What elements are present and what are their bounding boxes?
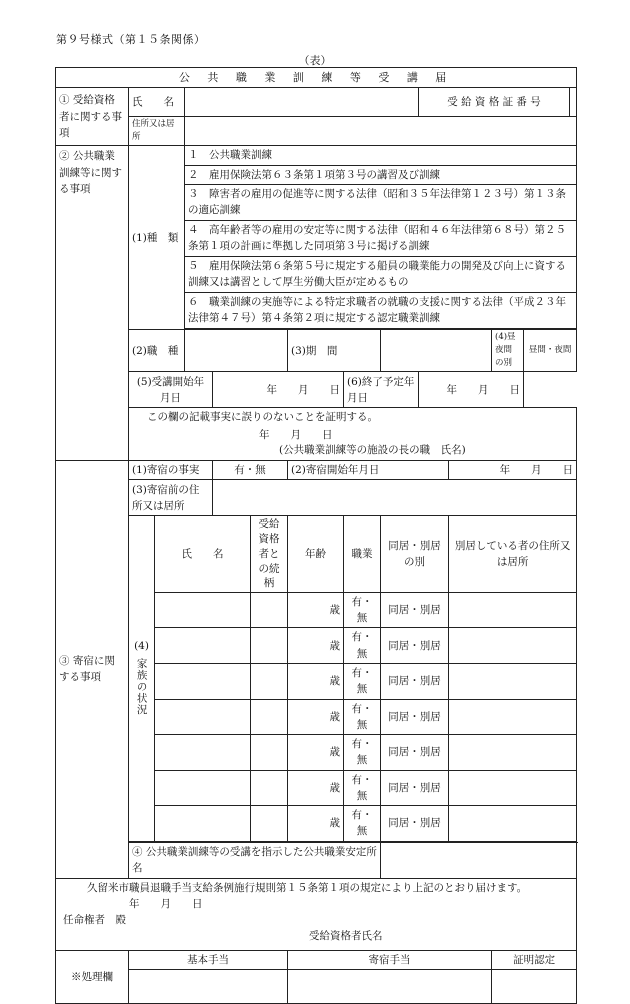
family-name[interactable] [155,592,251,628]
section1-label: ① 受給資格者に関する事項 [56,88,129,146]
family-name[interactable] [155,806,251,842]
name-field[interactable] [185,88,419,117]
side-label: （表） [298,54,332,67]
col-age: 年齢 [288,516,344,592]
applicant-name-label: 受給資格者氏名 [309,930,383,943]
family-label: 家族の状況 [135,657,148,716]
family-live[interactable]: 同居・別居 [381,735,449,771]
job-label: (2)職 種 [129,329,185,372]
family-live[interactable]: 同居・別居 [381,806,449,842]
start-date-label: (5)受講開始年月日 [129,372,213,408]
end-date-label: (6)終了予定年月日 [344,372,419,408]
section3-label: ③ 寄宿に関する事項 [56,461,129,878]
processing-cert-field[interactable] [492,969,577,1003]
appointing-authority: 任命権者 殿 [63,914,126,927]
form-table [55,67,577,1004]
type-label: (1)種 類 [129,146,185,330]
col-relation: 受給資格者との続柄 [251,516,288,592]
family-job[interactable]: 有・無 [344,735,381,771]
family-job[interactable]: 有・無 [344,663,381,699]
processing-cert-header: 証明認定 [492,950,577,969]
col-name: 氏 名 [155,516,251,592]
declaration-text: 久留米市職員退職手当支給条例施行規則第１５条第１項の規定により上記のとおり届けます。 [87,881,528,894]
cert-number-field[interactable] [570,88,577,117]
type-option-5[interactable]: ５ 雇用保険法第６条第５号に規定する船員の職業能力の開発及び向上に資する訓練又は講習として厚生労働大臣が定めるもの [185,256,577,292]
cert-number-label: 受 給 資 格 証 番 号 [419,88,570,117]
col-address: 別居している者の住所又は居所 [449,516,577,592]
processing-boarding-header: 寄宿手当 [288,950,492,969]
family-live[interactable]: 同居・別居 [381,592,449,628]
family-live[interactable]: 同居・別居 [381,699,449,735]
family-name[interactable] [155,663,251,699]
form-id: 第９号様式（第１５条関係） [56,33,206,46]
family-address[interactable] [449,663,577,699]
daynight-value[interactable]: 昼間・夜間 [524,329,577,372]
family-job[interactable]: 有・無 [344,592,381,628]
family-address[interactable] [449,735,577,771]
end-date-field[interactable]: 年 月 日 [419,372,524,408]
type-option-4[interactable]: ４ 高年齢者等の雇用の安定等に関する法律（昭和４６年法律第６８号）第２５条第１項の計画に準拠した同項第３号に掲げる訓練 [185,220,577,256]
family-age[interactable]: 歳 [288,770,344,806]
family-live[interactable]: 同居・別居 [381,628,449,664]
type-option-6[interactable]: ６ 職業訓練の実施等による特定求職者の就職の支援に関する法律（平成２３年法律第４７号）第４条第２項に規定する認定職業訓練 [185,292,577,328]
form-title: 公 共 職 業 訓 練 等 受 講 届 [56,68,577,88]
family-age[interactable]: 歳 [288,735,344,771]
certify-date: 年 月 日 [259,428,333,441]
family-relation[interactable] [251,592,288,628]
processing-boarding-field[interactable] [288,969,492,1003]
family-address[interactable] [449,770,577,806]
family-name[interactable] [155,699,251,735]
family-relation[interactable] [251,735,288,771]
facility-head: (公共職業訓練等の施設の長の職 氏名) [279,444,466,457]
prev-address-field[interactable] [213,480,577,516]
family-address[interactable] [449,628,577,664]
family-address[interactable] [449,806,577,842]
family-address[interactable] [449,592,577,628]
period-field[interactable] [381,329,492,372]
col-job: 職業 [344,516,381,592]
family-address[interactable] [449,699,577,735]
daynight-label: (4)昼夜間の別 [492,329,524,372]
prev-address-label: (3)寄宿前の住所又は居所 [129,480,213,516]
processing-basic-header: 基本手当 [129,950,288,969]
name-label: 氏 名 [129,88,185,117]
family-age[interactable]: 歳 [288,663,344,699]
family-name[interactable] [155,735,251,771]
start-date-field[interactable]: 年 月 日 [213,372,344,408]
family-relation[interactable] [251,770,288,806]
family-relation[interactable] [251,663,288,699]
type-option-1[interactable]: １ 公共職業訓練 [185,146,577,165]
col-live: 同居・別居の別 [381,516,449,592]
declaration-date: 年 月 日 [129,897,203,910]
boarding-fact-value[interactable]: 有・無 [213,461,288,480]
family-relation[interactable] [251,699,288,735]
family-relation[interactable] [251,628,288,664]
job-field[interactable] [185,329,288,372]
section4-label: ④ 公共職業訓練等の受講を指示した公共職業安定所名 [129,842,381,878]
family-name[interactable] [155,628,251,664]
family-job[interactable]: 有・無 [344,770,381,806]
processing-basic-field[interactable] [129,969,288,1003]
family-relation[interactable] [251,806,288,842]
section2-label: ② 公共職業訓練等に関する事項 [56,146,129,461]
certify-text: この欄の記載事実に誤りのないことを証明する。 [129,408,577,427]
type-option-3[interactable]: ３ 障害者の雇用の促進等に関する法律（昭和３５年法律第１２３号）第１３条の適応訓練 [185,184,577,220]
type-option-2[interactable]: ２ 雇用保険法第６３条第１項第３号の講習及び訓練 [185,165,577,184]
employment-office-field[interactable] [381,842,577,878]
family-job[interactable]: 有・無 [344,628,381,664]
processing-label: ※処理欄 [56,950,129,1003]
family-age[interactable]: 歳 [288,806,344,842]
family-live[interactable]: 同居・別居 [381,663,449,699]
address-label: 住所又は居所 [129,117,185,146]
boarding-start-label: (2)寄宿開始年月日 [288,461,449,480]
family-job[interactable]: 有・無 [344,699,381,735]
family-job[interactable]: 有・無 [344,806,381,842]
address-field[interactable] [185,117,577,146]
family-age[interactable]: 歳 [288,628,344,664]
boarding-start-field[interactable]: 年 月 日 [449,461,577,480]
family-name[interactable] [155,770,251,806]
family-age[interactable]: 歳 [288,699,344,735]
boarding-fact-label: (1)寄宿の事実 [129,461,213,480]
family-number: (4) [134,640,149,653]
family-age[interactable]: 歳 [288,592,344,628]
period-label: (3)期 間 [288,329,381,372]
family-live[interactable]: 同居・別居 [381,770,449,806]
